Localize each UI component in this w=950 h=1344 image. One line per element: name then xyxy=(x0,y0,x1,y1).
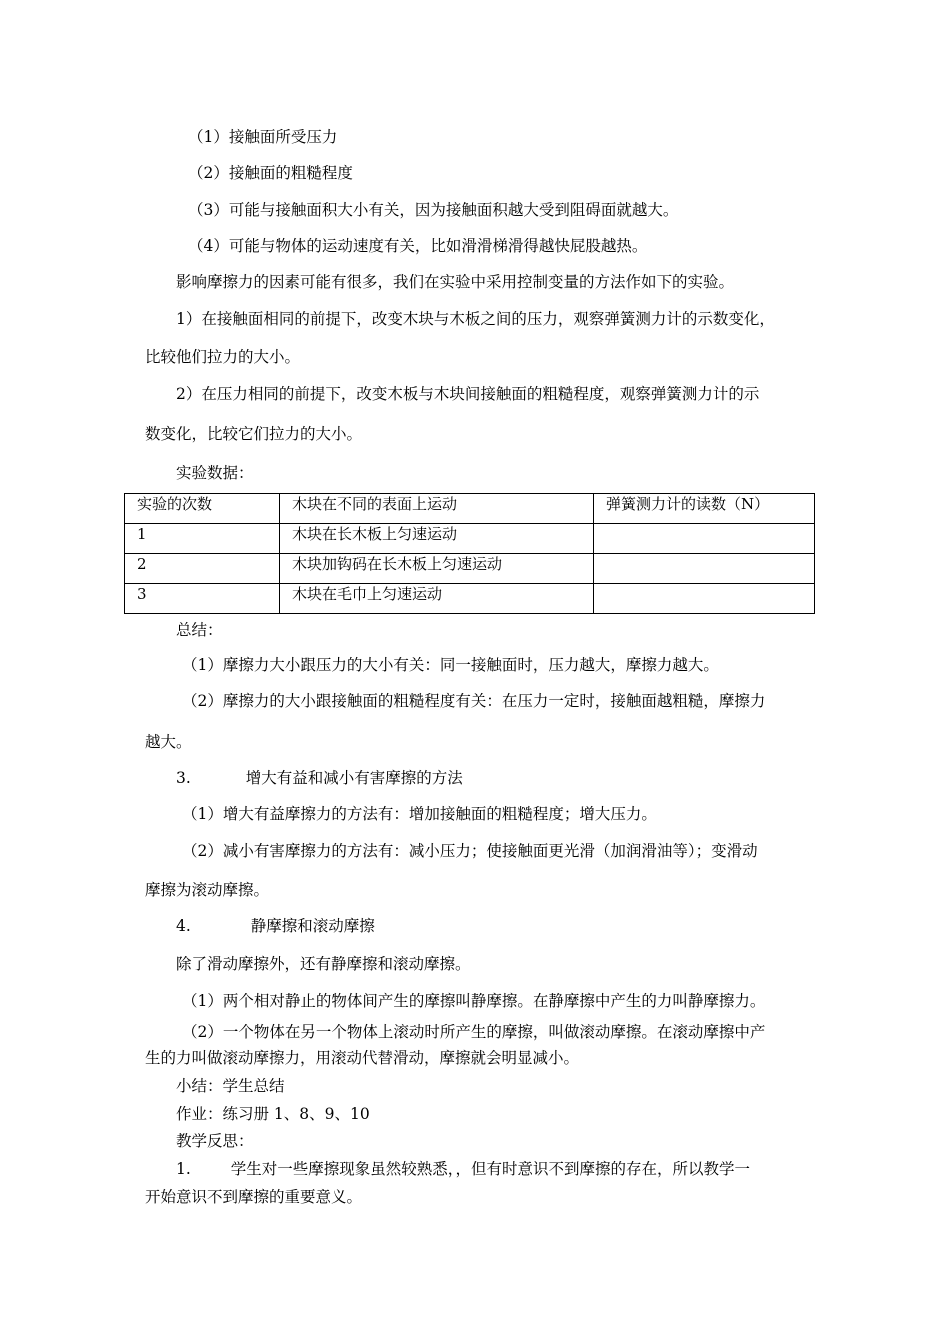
section3-point-1: （1）增大有益摩擦力的方法有：增加接触面的粗糙程度；增大压力。 xyxy=(182,805,657,823)
summary-point-2-line2: 越大。 xyxy=(145,733,192,751)
step1-line1: 1）在接触面相同的前提下，改变木块与木板之间的压力，观察弹簧测力计的示数变化， xyxy=(176,310,775,328)
table-cell xyxy=(594,554,815,584)
section3-heading xyxy=(176,768,463,788)
summary-point-2-line1: （2）摩擦力的大小跟接触面的粗糙程度有关：在压力一定时，接触面越粗糙，摩擦力 xyxy=(182,692,766,710)
table-row xyxy=(125,524,815,554)
table-header: 弹簧测力计的读数（N） xyxy=(594,494,815,524)
table-header: 实验的次数 xyxy=(125,494,280,524)
section3-title: 增大有益和减小有害摩擦的方法 xyxy=(245,769,463,787)
section4-point-2-line2: 生的力叫做滚动摩擦力，用滚动代替滑动，摩擦就会明显减小。 xyxy=(145,1049,580,1067)
section4-title: 静摩擦和滚动摩擦 xyxy=(250,917,375,935)
summary-point-1: （1）摩擦力大小跟压力的大小有关：同一接触面时，压力越大，摩擦力越大。 xyxy=(182,656,719,674)
reflection-number: 1. xyxy=(176,1160,191,1178)
reflection-point-1-line1 xyxy=(176,1159,750,1179)
section4-intro: 除了滑动摩擦外，还有静摩擦和滚动摩擦。 xyxy=(176,955,471,973)
table-header: 木块在不同的表面上运动 xyxy=(280,494,594,524)
section3-number: 3. xyxy=(176,769,191,787)
table-cell: 木块在长木板上匀速运动 xyxy=(280,524,594,554)
homework: 作业：练习册 1、8、9、10 xyxy=(176,1105,370,1123)
reflection-label: 教学反思： xyxy=(176,1132,254,1150)
table-cell: 2 xyxy=(125,554,280,584)
section4-point-1: （1）两个相对静止的物体间产生的摩擦叫静摩擦。在静摩擦中产生的力叫静摩擦力。 xyxy=(182,992,766,1010)
step1-line2: 比较他们拉力的大小。 xyxy=(145,348,301,366)
table-cell: 木块在毛巾上匀速运动 xyxy=(280,584,594,614)
section4-heading xyxy=(176,916,375,936)
table-cell: 3 xyxy=(125,584,280,614)
table-cell: 1 xyxy=(125,524,280,554)
factor-item-3: （3）可能与接触面积大小有关，因为接触面积越大受到阻碍面就越大。 xyxy=(188,201,679,219)
experiment-intro: 影响摩擦力的因素可能有很多，我们在实验中采用控制变量的方法作如下的实验。 xyxy=(176,273,735,291)
data-label: 实验数据： xyxy=(176,464,254,482)
reflection-point-1-line2: 开始意识不到摩擦的重要意义。 xyxy=(145,1188,363,1206)
step2-line1: 2）在压力相同的前提下，改变木板与木块间接触面的粗糙程度，观察弹簧测力计的示 xyxy=(176,385,760,403)
factor-item-2: （2）接触面的粗糙程度 xyxy=(188,164,353,182)
step2-line2: 数变化，比较它们拉力的大小。 xyxy=(145,425,363,443)
section4-number: 4. xyxy=(176,917,191,935)
table-row xyxy=(125,584,815,614)
factor-item-1: （1）接触面所受压力 xyxy=(188,128,338,146)
section3-point-2-line2: 摩擦为滚动摩擦。 xyxy=(145,881,270,899)
experiment-table xyxy=(124,493,815,614)
section4-point-2-line1: （2）一个物体在另一个物体上滚动时所产生的摩擦，叫做滚动摩擦。在滚动摩擦中产 xyxy=(182,1023,766,1041)
table-row xyxy=(125,554,815,584)
table-header-row xyxy=(125,494,815,524)
lesson-summary: 小结：学生总结 xyxy=(176,1077,285,1095)
reflection-text: 学生对一些摩擦现象虽然较熟悉，，但有时意识不到摩擦的存在，所以教学一 xyxy=(230,1160,751,1178)
table-cell xyxy=(594,584,815,614)
factor-item-4: （4）可能与物体的运动速度有关，比如滑滑梯滑得越快屁股越热。 xyxy=(188,237,648,255)
table-cell xyxy=(594,524,815,554)
section3-point-2-line1: （2）减小有害摩擦力的方法有：减小压力；使接触面更光滑（加润滑油等）；变滑动 xyxy=(182,842,758,860)
table-cell: 木块加钩码在长木板上匀速运动 xyxy=(280,554,594,584)
summary-label: 总结： xyxy=(176,621,223,639)
